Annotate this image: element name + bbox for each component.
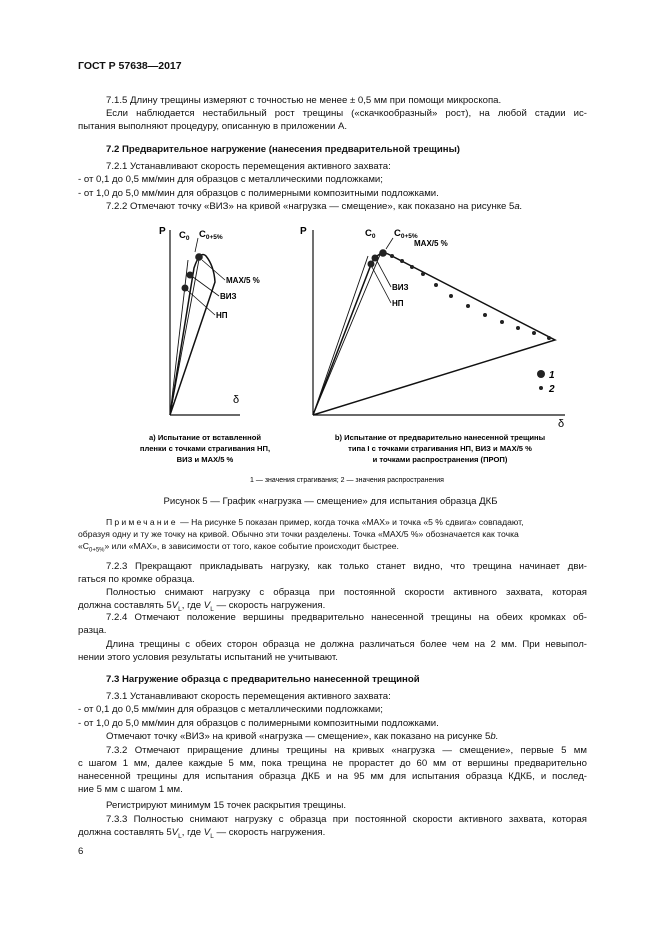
para-733-line-1: 7.3.3 Полностью снимают нагрузку с образца при постоянной скорости активного захвата, которая: [106, 814, 587, 825]
chart-a-curve: [170, 255, 215, 416]
para-715-line-1: 7.1.5 Длину трещины измеряют с точностью не менее ± 0,5 мм при помощи микроскопа.: [106, 95, 502, 106]
chart-a: [140, 226, 270, 464]
para-723-line-3: Полностью снимают нагрузку с образца при постоянной скорости активного захвата, которая: [106, 587, 587, 598]
chart-b-prop-point: [421, 272, 425, 276]
chart-a-caption-1: а) Испытание от вставленной: [148, 433, 262, 442]
chart-b-caption-2: типа I с точками страгивания НП, ВИЗ и МАХ/5 %: [348, 444, 532, 453]
chart-b-caption-1: b) Испытание от предварительно нанесенной трещины: [334, 433, 546, 442]
para-732-line-4: ние 5 мм с шагом 1 мм.: [78, 784, 183, 795]
chart-b-prop-point: [390, 254, 394, 258]
chart-b-label-c05: $C_{0+5\%}$: [394, 228, 418, 240]
note-line-3: «$С_{0+5\%}$» или «МАХ», в зависимости от того, какое событие происходит быстрее.: [78, 541, 399, 554]
chart-b: [300, 226, 565, 464]
chart-b-prop-point: [483, 313, 487, 317]
chart-a-label-c0: $C_0$: [179, 230, 190, 242]
para-724-line-3: Длина трещины с обеих сторон образца не должна различаться более чем на 2 мм. При невыпол-: [106, 639, 587, 650]
chart-b-prop-point: [400, 259, 404, 263]
chart-b-prop-point: [532, 331, 536, 335]
chart-b-prop-point: [449, 294, 453, 298]
chart-b-c0-line: [313, 256, 368, 415]
para-731-viz: Отмечают точку «ВИЗ» на кривой «нагрузка — смещение», как показано на рисунке 5b.: [106, 731, 499, 742]
figure-5: [0, 220, 661, 520]
para-715-line-3: пытания выполняют процедуру, описанную в приложении А.: [78, 121, 348, 132]
legend-label-1: 1: [549, 370, 555, 381]
para-724-line-2: разца.: [78, 625, 107, 636]
chart-b-label-max: МАХ/5 %: [414, 239, 448, 248]
chart-b-prop-point: [500, 320, 504, 324]
para-732-line-2: с шагом 1 мм, далее каждые 5 мм, пока трещина не прорастет до 60 мм от вершины предварительно: [78, 758, 587, 769]
chart-b-axis-p: P: [300, 226, 307, 237]
note-line-2: образуя одну и ту же точку на кривой. Обычно эти точки разделены. Точка «МАХ/5 %» обозначается как точка: [78, 529, 519, 539]
para-724-line-1: 7.2.4 Отмечают положение вершины предварительно нанесенной трещины на обеих кромках об-: [106, 612, 587, 623]
chart-a-c05-line: [170, 254, 200, 415]
chart-a-point-max: [195, 253, 203, 261]
chart-a-c0-line: [170, 260, 188, 415]
chart-b-point-max: [379, 249, 387, 257]
section-7-3-heading: 7.3 Нагружение образца с предварительно нанесенной трещиной: [106, 674, 420, 685]
page-number: 6: [78, 846, 84, 857]
para-724-line-4: нении этого условия результаты испытаний не учитывают.: [78, 652, 338, 663]
chart-a-label-viz: ВИЗ: [220, 292, 237, 301]
bullet-721-1: - от 0,1 до 0,5 мм/мин для образцов с металлическими подложками;: [78, 174, 383, 185]
chart-a-caption-3: ВИЗ и МАХ/5 %: [176, 455, 234, 464]
chart-b-label-c0: $C_0$: [365, 228, 376, 240]
note-line-1: Примечание — На рисунке 5 показан пример, когда точка «МАХ» и точка «5 % сдвига» совпадают,: [106, 517, 524, 527]
chart-a-label-c05: $C_{0+5\%}$: [199, 229, 223, 241]
chart-b-prop-point: [466, 304, 470, 308]
para-723-line-1: 7.2.3 Прекращают прикладывать нагрузку, как только станет видно, что трещина начинает дви-: [106, 561, 587, 572]
para-721: 7.2.1 Устанавливают скорость перемещения активного захвата:: [106, 161, 391, 172]
bullet-731-1: - от 0,1 до 0,5 мм/мин для образцов с металлическими подложками;: [78, 704, 383, 715]
legend-label-2: 2: [549, 384, 555, 395]
chart-b-axis-delta: δ: [558, 418, 565, 430]
chart-a-axis-delta: δ: [233, 394, 240, 406]
figure-caption: Рисунок 5 — График «нагрузка — смещение» для испытания образца ДКБ: [163, 496, 498, 507]
chart-b-label-viz: ВИЗ: [392, 283, 409, 292]
page-header: ГОСТ Р 57638—2017: [78, 60, 182, 72]
section-7-2-heading: 7.2 Предварительное нагружение (нанесения предварительной трещины): [106, 144, 460, 155]
chart-a-label-np: НП: [216, 311, 228, 320]
figure-key: 1 — значения страгивания; 2 — значения распространения: [250, 477, 444, 484]
chart-b-prop-point: [547, 336, 551, 340]
chart-b-label-np: НП: [392, 299, 404, 308]
para-731: 7.3.1 Устанавливают скорость перемещения активного захвата:: [106, 691, 391, 702]
chart-b-prop-point: [516, 326, 520, 330]
chart-b-point-np: [368, 261, 375, 268]
chart-a-caption-2: пленки с точками страгивания НП,: [139, 444, 271, 453]
para-723-line-2: гаться по кромке образца.: [78, 574, 195, 585]
bullet-721-2: - от 1,0 до 5,0 мм/мин для образцов с полимерными композитными подложками.: [78, 188, 439, 199]
para-723-line-4: должна составлять $5V_L$, где $V_L$ — скорость нагружения.: [78, 600, 326, 613]
para-732-line-3: нанесенной трещины для испытания образца ДКБ и на 95 мм для испытания образца КДКБ, и послед-: [78, 771, 587, 782]
legend-marker-2: [539, 386, 543, 390]
chart-b-prop-point: [410, 265, 414, 269]
chart-b-curve: [313, 253, 555, 415]
para-722: 7.2.2 Отмечают точку «ВИЗ» на кривой «нагрузка — смещение», как показано на рисунке 5а.: [106, 201, 523, 212]
bullet-731-2: - от 1,0 до 5,0 мм/мин для образцов с полимерными композитными подложками.: [78, 718, 439, 729]
legend-marker-1: [537, 370, 545, 378]
chart-a-axis-p: P: [159, 226, 166, 237]
chart-b-c05-line: [313, 250, 382, 415]
chart-a-label-max: МАХ/5 %: [226, 276, 260, 285]
para-732-line-1: 7.3.2 Отмечают приращение длины трещины на кривых «нагрузка — смещение», первые 5 мм: [106, 745, 587, 756]
para-732-register: Регистрируют минимум 15 точек раскрытия трещины.: [106, 800, 347, 811]
para-715-line-2: Если наблюдается нестабильный рост трещины («скачкообразный» рост), на любой стадии ис-: [106, 108, 587, 119]
chart-b-point-viz: [372, 255, 379, 262]
chart-b-caption-3: и точками распространения (ПРОП): [372, 455, 508, 464]
chart-b-prop-point: [434, 283, 438, 287]
chart-a-point-viz: [187, 272, 194, 279]
para-733-line-2: должна составлять $5V_L$, где $V_L$ — скорость нагружения.: [78, 827, 326, 840]
